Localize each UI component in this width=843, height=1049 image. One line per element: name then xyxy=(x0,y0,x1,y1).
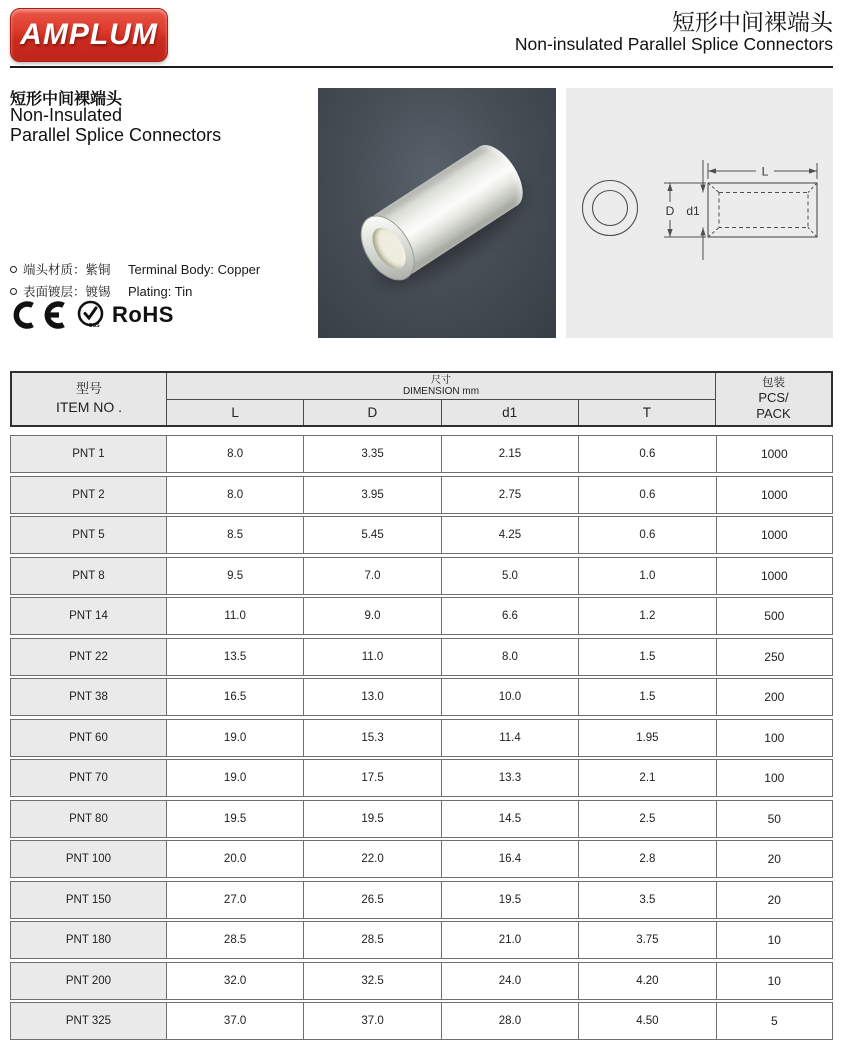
col-header-L: L xyxy=(231,405,239,420)
ring-bullet-icon xyxy=(10,266,17,273)
cell-pack: 1000 xyxy=(716,558,832,594)
table-row xyxy=(10,921,833,959)
spec-list xyxy=(10,258,310,302)
cell-T: 0.6 xyxy=(578,436,715,472)
certification-marks xyxy=(8,300,174,330)
cell-item-no: PNT 38 xyxy=(11,679,166,715)
dimension-drawing xyxy=(566,88,833,338)
cell-T: 2.1 xyxy=(578,760,715,796)
page-title-en: Non-insulated Parallel Splice Connectors xyxy=(514,34,833,54)
dimension-title-en: DIMENSION mm xyxy=(402,386,480,397)
cell-L: 19.5 xyxy=(166,801,303,837)
table-row xyxy=(10,476,833,514)
cell-d1: 13.3 xyxy=(441,760,578,796)
table-row xyxy=(10,719,833,757)
header-divider xyxy=(10,66,833,68)
spec-plating xyxy=(10,280,310,302)
cell-T: 1.5 xyxy=(578,679,715,715)
cell-D: 22.0 xyxy=(303,841,440,877)
table-row xyxy=(10,435,833,473)
cell-pack: 10 xyxy=(716,922,832,958)
cell-L: 20.0 xyxy=(166,841,303,877)
cell-pack: 10 xyxy=(716,963,832,999)
col-header-pack-en1: PCS/ xyxy=(758,389,789,405)
cell-L: 37.0 xyxy=(166,1003,303,1039)
cell-d1: 2.75 xyxy=(441,477,578,513)
cell-L: 9.5 xyxy=(166,558,303,594)
col-header-T: T xyxy=(578,400,715,425)
ring-bullet-icon xyxy=(10,288,17,295)
dimension-diagram xyxy=(566,88,833,338)
col-group-dimension-title xyxy=(167,373,715,400)
sgs-label: SGS xyxy=(89,323,100,329)
spec-material-en: Terminal Body: Copper xyxy=(128,261,261,277)
cell-T: 3.75 xyxy=(578,922,715,958)
cell-d1: 10.0 xyxy=(441,679,578,715)
cell-D: 3.95 xyxy=(303,477,440,513)
spec-plating-zh: 表面镀层：镀锡 xyxy=(23,285,111,299)
cell-item-no: PNT 180 xyxy=(11,922,166,958)
spec-material-zh: 端头材质：紫铜 xyxy=(23,263,111,277)
cell-L: 19.0 xyxy=(166,760,303,796)
cell-item-no: PNT 1 xyxy=(11,436,166,472)
col-header-D: D xyxy=(303,400,440,425)
table-row xyxy=(10,759,833,797)
cell-item-no: PNT 22 xyxy=(11,639,166,675)
cell-d1: 24.0 xyxy=(441,963,578,999)
sgs-mark-icon xyxy=(77,300,104,330)
table-row xyxy=(10,962,833,1000)
spec-table-header xyxy=(10,371,833,427)
cell-L: 19.0 xyxy=(166,720,303,756)
cell-L: 16.5 xyxy=(166,679,303,715)
cell-item-no: PNT 14 xyxy=(11,598,166,634)
cell-item-no: PNT 70 xyxy=(11,760,166,796)
col-header-item-no-zh: 型号 xyxy=(75,381,102,397)
cell-D: 13.0 xyxy=(303,679,440,715)
cell-T: 2.5 xyxy=(578,801,715,837)
cell-pack: 200 xyxy=(716,679,832,715)
table-row xyxy=(10,597,833,635)
cell-pack: 500 xyxy=(716,598,832,634)
cell-pack: 1000 xyxy=(716,477,832,513)
product-photo xyxy=(318,88,556,338)
cell-item-no: PNT 200 xyxy=(11,963,166,999)
cell-D: 26.5 xyxy=(303,882,440,918)
cell-d1: 19.5 xyxy=(441,882,578,918)
cell-D: 7.0 xyxy=(303,558,440,594)
cell-pack: 250 xyxy=(716,639,832,675)
product-name-en-line2: Parallel Splice Connectors xyxy=(10,125,222,145)
cell-item-no: PNT 100 xyxy=(11,841,166,877)
cell-pack: 50 xyxy=(716,801,832,837)
cell-D: 28.5 xyxy=(303,922,440,958)
cell-L: 8.5 xyxy=(166,517,303,553)
cell-T: 0.6 xyxy=(578,477,715,513)
col-header-pack xyxy=(715,373,831,425)
table-row xyxy=(10,840,833,878)
cell-pack: 20 xyxy=(716,841,832,877)
cell-D: 5.45 xyxy=(303,517,440,553)
cell-pack: 100 xyxy=(716,720,832,756)
brand-logo xyxy=(10,8,168,62)
cell-item-no: PNT 5 xyxy=(11,517,166,553)
cell-T: 0.6 xyxy=(578,517,715,553)
cell-d1: 16.4 xyxy=(441,841,578,877)
cell-L: 27.0 xyxy=(166,882,303,918)
table-row xyxy=(10,678,833,716)
cell-item-no: PNT 80 xyxy=(11,801,166,837)
cell-T: 1.0 xyxy=(578,558,715,594)
col-header-item-no-en: ITEM NO . xyxy=(55,399,123,416)
cell-L: 28.5 xyxy=(166,922,303,958)
cell-d1: 14.5 xyxy=(441,801,578,837)
cell-T: 4.50 xyxy=(578,1003,715,1039)
cell-D: 11.0 xyxy=(303,639,440,675)
cell-pack: 100 xyxy=(716,760,832,796)
dim-label-d1: d1 xyxy=(686,204,700,218)
col-header-pack-en2: PACK xyxy=(756,406,791,422)
table-row xyxy=(10,881,833,919)
dim-label-L: L xyxy=(761,164,769,179)
cell-L: 11.0 xyxy=(166,598,303,634)
cell-d1: 8.0 xyxy=(441,639,578,675)
dim-label-D: D xyxy=(665,204,675,218)
col-group-dimension xyxy=(167,373,715,425)
table-row xyxy=(10,516,833,554)
cell-item-no: PNT 325 xyxy=(11,1003,166,1039)
cell-pack: 1000 xyxy=(716,436,832,472)
cell-d1: 5.0 xyxy=(441,558,578,594)
dimension-title-zh: 尺寸 xyxy=(431,375,451,386)
cell-T: 1.95 xyxy=(578,720,715,756)
table-row xyxy=(10,1002,833,1040)
cell-T: 1.2 xyxy=(578,598,715,634)
cell-D: 17.5 xyxy=(303,760,440,796)
cell-D: 32.5 xyxy=(303,963,440,999)
cell-item-no: PNT 60 xyxy=(11,720,166,756)
cell-item-no: PNT 150 xyxy=(11,882,166,918)
cell-D: 15.3 xyxy=(303,720,440,756)
cell-d1: 11.4 xyxy=(441,720,578,756)
cell-D: 3.35 xyxy=(303,436,440,472)
cell-d1: 4.25 xyxy=(441,517,578,553)
cell-pack: 20 xyxy=(716,882,832,918)
cell-pack: 1000 xyxy=(716,517,832,553)
spec-plating-en: Plating: Tin xyxy=(128,283,193,299)
cell-T: 2.8 xyxy=(578,841,715,877)
cell-L: 13.5 xyxy=(166,639,303,675)
product-name-en-line1: Non-Insulated xyxy=(10,105,123,125)
cell-L: 8.0 xyxy=(166,436,303,472)
cell-item-no: PNT 2 xyxy=(11,477,166,513)
cell-T: 4.20 xyxy=(578,963,715,999)
cell-L: 8.0 xyxy=(166,477,303,513)
cell-D: 37.0 xyxy=(303,1003,440,1039)
cell-L: 32.0 xyxy=(166,963,303,999)
cell-d1: 28.0 xyxy=(441,1003,578,1039)
brand-logo-text: AMPLUM xyxy=(20,18,158,51)
col-header-d1: d1 xyxy=(441,400,578,425)
col-header-item-no xyxy=(12,373,167,425)
cell-T: 3.5 xyxy=(578,882,715,918)
table-row xyxy=(10,800,833,838)
table-row xyxy=(10,557,833,595)
cell-pack: 5 xyxy=(716,1003,832,1039)
col-header-pack-zh: 包装 xyxy=(762,376,785,389)
cell-d1: 21.0 xyxy=(441,922,578,958)
rohs-label: RoHS xyxy=(112,302,174,327)
cell-item-no: PNT 8 xyxy=(11,558,166,594)
cell-D: 19.5 xyxy=(303,801,440,837)
cell-D: 9.0 xyxy=(303,598,440,634)
ce-mark-icon xyxy=(8,300,68,330)
cell-d1: 6.6 xyxy=(441,598,578,634)
cell-T: 1.5 xyxy=(578,639,715,675)
product-name-zh: 短形中间裸端头 xyxy=(10,91,123,108)
table-body xyxy=(10,435,833,1043)
spec-material xyxy=(10,258,310,280)
page-title-zh: 短形中间裸端头 xyxy=(672,9,833,35)
cell-d1: 2.15 xyxy=(441,436,578,472)
table-row xyxy=(10,638,833,676)
